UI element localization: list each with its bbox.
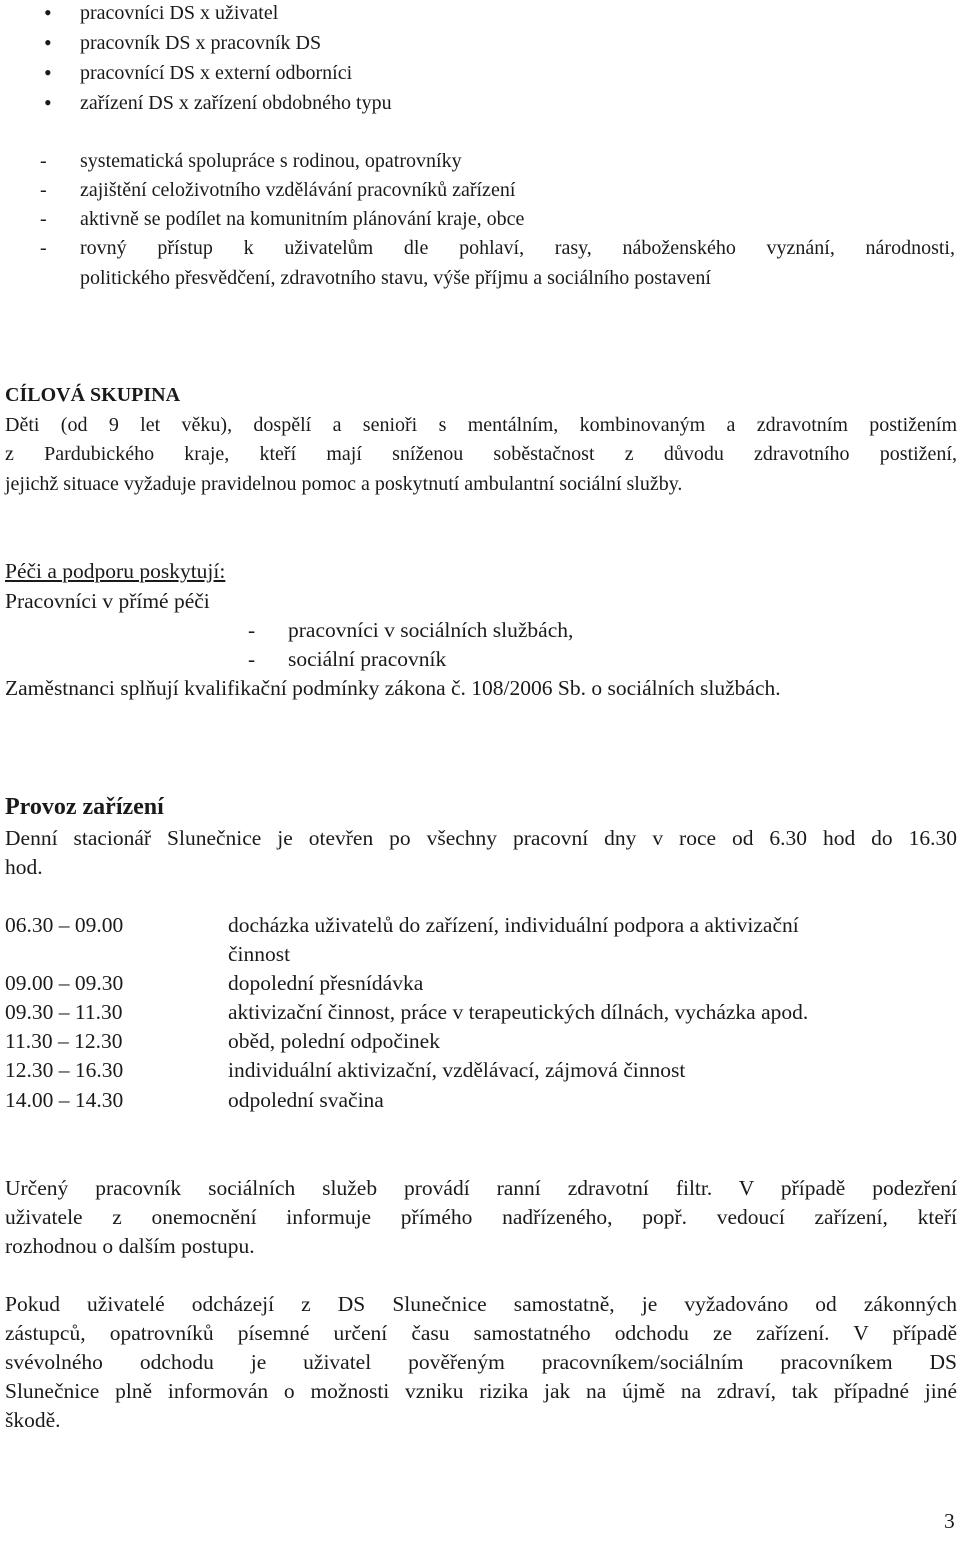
schedule-time: 12.30 – 16.30 (5, 1058, 124, 1082)
bullet-icon: • (44, 60, 52, 85)
bullet-icon: • (44, 90, 52, 115)
care-item: sociální pracovník (288, 647, 447, 671)
paragraph-line: Slunečnice plně informován o možnosti vzniku rizika jak na újmě na zdraví, tak případné jiné (5, 1379, 957, 1403)
section-heading-operation: Provoz zařízení (5, 794, 164, 820)
dash-marker: - (40, 237, 47, 259)
dash-marker: - (248, 618, 256, 642)
bullet-icon: • (44, 30, 52, 55)
bullet-item: pracovníci DS x uživatel (80, 2, 279, 24)
schedule-activity: dopolední přesnídávka (228, 971, 424, 995)
paragraph-line: Určený pracovník sociálních služeb provádí ranní zdravotní filtr. V případě podezření (5, 1176, 957, 1200)
dash-item: systematická spolupráce s rodinou, opatrovníky (80, 150, 462, 172)
dash-item-continuation: politického přesvědčení, zdravotního stavu, výše příjmu a sociálního postavení (80, 267, 711, 289)
paragraph-line: rozhodnou o dalším postupu. (5, 1234, 255, 1258)
schedule-activity-continuation: činnost (228, 942, 291, 966)
schedule-time: 06.30 – 09.00 (5, 913, 124, 937)
section-heading-target-group: CÍLOVÁ SKUPINA (5, 384, 181, 406)
paragraph-line: z Pardubického kraje, kteří mají sníženou soběstačnost z důvodu zdravotního postižení, (5, 443, 957, 465)
bullet-item: pracovnící DS x externí odborníci (80, 62, 353, 84)
page-number: 3 (944, 1509, 955, 1533)
schedule-time: 09.00 – 09.30 (5, 971, 124, 995)
care-item: pracovníci v sociálních službách, (288, 618, 574, 642)
paragraph-line: Denní stacionář Slunečnice je otevřen po všechny pracovní dny v roce od 6.30 hod do 16.30 (5, 826, 957, 850)
paragraph-line: Pokud uživatelé odcházejí z DS Slunečnice samostatně, je vyžadováno od zákonných (5, 1292, 957, 1316)
paragraph-line: zástupců, opatrovníků písemné určení času samostatného odchodu ze zařízení. V případě (5, 1321, 957, 1345)
schedule-activity: individuální aktivizační, vzdělávací, zájmová činnost (228, 1058, 686, 1082)
bullet-icon: • (44, 0, 52, 25)
schedule-time: 14.00 – 14.30 (5, 1088, 124, 1112)
bullet-item: zařízení DS x zařízení obdobného typu (80, 92, 392, 114)
schedule-activity: docházka uživatelů do zařízení, individuální podpora a aktivizační (228, 913, 799, 937)
care-line: Pracovníci v přímé péči (5, 589, 210, 613)
dash-item: aktivně se podílet na komunitním plánování kraje, obce (80, 208, 525, 230)
paragraph-line: jejichž situace vyžaduje pravidelnou pomoc a poskytnutí ambulantní sociální služby. (5, 473, 683, 495)
schedule-activity: aktivizační činnost, práce v terapeutických dílnách, vycházka apod. (228, 1000, 809, 1024)
dash-item: zajištění celoživotního vzdělávání pracovníků zařízení (80, 179, 516, 201)
paragraph-line: uživatele z onemocnění informuje přímého nadřízeného, popř. vedoucí zařízení, kteří (5, 1205, 957, 1229)
paragraph-line: Děti (od 9 let věku), dospělí a senioři s mentálním, kombinovaným a zdravotním postižením (5, 414, 957, 436)
paragraph-line: hod. (5, 855, 43, 879)
dash-marker: - (40, 179, 47, 201)
dash-marker: - (40, 150, 47, 172)
schedule-activity: oběd, polední odpočinek (228, 1029, 440, 1053)
paragraph-line: svévolného odchodu je uživatel pověřeným pracovníkem/sociálním pracovníkem DS (5, 1350, 957, 1374)
bullet-item: pracovník DS x pracovník DS (80, 32, 322, 54)
dash-marker: - (248, 647, 256, 671)
paragraph-line: škodě. (5, 1408, 61, 1432)
schedule-activity: odpolední svačina (228, 1088, 384, 1112)
dash-item: rovný přístup k uživatelům dle pohlaví, rasy, náboženského vyznání, národnosti, (80, 237, 955, 259)
qualification-line: Zaměstnanci splňují kvalifikační podmínky zákona č. 108/2006 Sb. o sociálních službách. (5, 676, 781, 700)
schedule-time: 09.30 – 11.30 (5, 1000, 123, 1024)
section-heading-care: Péči a podporu poskytují: (5, 559, 226, 583)
dash-marker: - (40, 208, 47, 230)
schedule-time: 11.30 – 12.30 (5, 1029, 123, 1053)
